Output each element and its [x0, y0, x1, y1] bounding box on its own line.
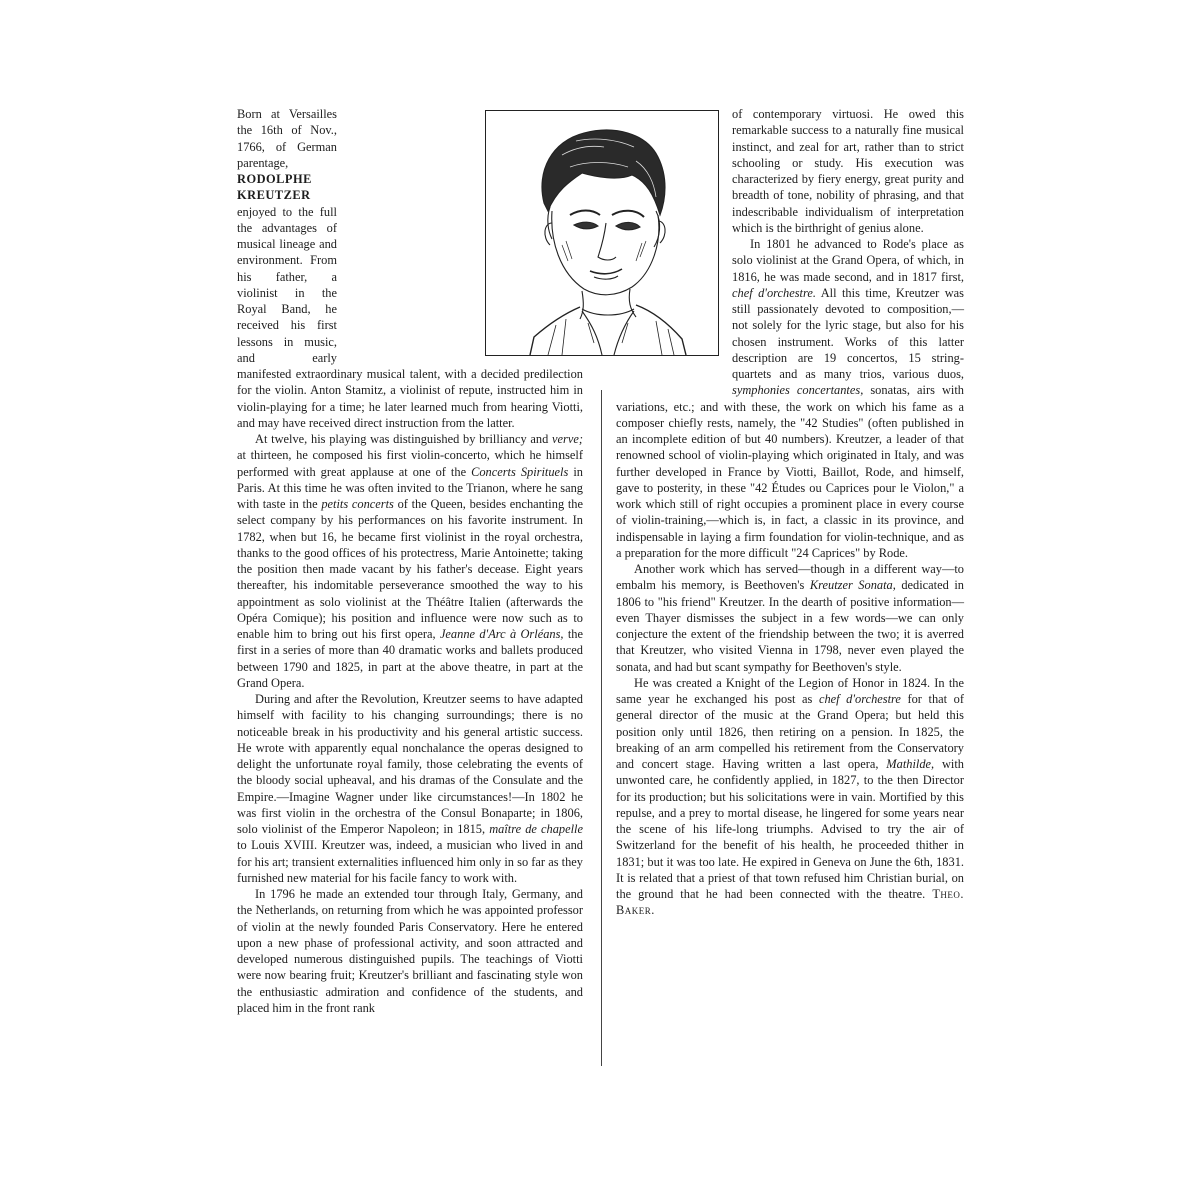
text-run: in Paris. At this time he was often invited to the Trianon, where he sang with taste in the	[237, 464, 583, 511]
right-column	[616, 106, 964, 919]
paragraph-youth	[237, 431, 583, 691]
text-run: In 1801 he advanced to Rode's place as solo violinist at the Grand Opera, of which, in 1816, he was made second, and in 1817 first,	[732, 237, 964, 284]
left-column	[237, 106, 583, 1016]
text-run: with unwonted care, he confidently applied, in 1827, to the then Director for its production; but his solicitations were in vain. Mortified by this repulse, and a prey to mortal disease, he lingered for some years near the scene of his life-long triumphs. Advised to try the air of Switzerland for the benefit of his health, he proceeded thither in 1831; but it was too late. He expired in Geneva on June the 6th, 1831. It is related that a priest of that town refused him Christian burial, on the ground that he had been connected with the theatre.	[616, 757, 964, 901]
text-run: of contemporary virtuosi. He owed this remarkable success to a naturally fine musical instinct, and zeal for art, rather than to strict schooling or study. His execution was characterized by fiery energy, great purity and breadth of tone, nobility of phrasing, and that indescribable individualism of interpretation which is the birthright of genius alone.	[732, 107, 964, 235]
italic-title: Jeanne d'Arc à Orléans,	[439, 627, 564, 641]
column-rule	[601, 390, 602, 1066]
text-run: He was created a Knight of the Legion of Honor in 1824. In the same year he exchanged his post as	[616, 675, 964, 706]
subject-name: RODOLPHE KREUTZER	[237, 172, 312, 203]
italic-term: symphonies concertantes,	[732, 383, 864, 398]
text-run: at thirteen, he composed his first violin-concerto, which he himself performed with great applause at one of the	[237, 448, 583, 479]
portrait-spacer	[337, 106, 583, 364]
italic-title: Kreutzer Sonata,	[809, 578, 896, 593]
italic-title: Mathilde,	[886, 757, 935, 771]
text-run: In 1796 he made an extended tour through Italy, Germany, and the Netherlands, on returning from which he was appointed professor of violin at the newly founded Paris Conservatory. Here he entered upon a new phase of professional activity, and soon attracted and developed numerous distinguished pupils. The teachings of Viotti were now bearing fruit; Kreutzer's brilliant and fascinating style won the enthusiastic admiration and confidence of the students, and placed him in the front rank	[237, 887, 583, 1015]
italic-term: chef d'orchestre.	[732, 285, 816, 300]
text-run: Another work which has served—though in a different way—to embalm his memory, is Beethoven's	[616, 562, 964, 593]
paragraph-final	[616, 675, 964, 919]
text-run: dedicated in 1806 to "his friend" Kreutzer. In the dearth of positive information—even Thayer dismisses the subject in a few words—we can only conjecture the extent of the friendship between the two; it is averred that Kreutzer, who visited Vienna in 1798, never even played the sonata, and had but scant sympathy for Beethoven's style.	[616, 578, 964, 674]
paragraph-beethoven	[616, 561, 964, 675]
text-run: of the Queen, besides enchanting the select company by his performances on his favorite instrument. In 1782, when but 16, he became first violinist in the royal orchestra, thanks to the good offices of his protectress, Marie Antoinette; taking the position then made vacant by his father's decease. Eight years thereafter, his indomitable perseverance smoothed the way to his appointment as solo violinist at the Théâtre Italien (afterwards the Opéra Comique); his position and influence were now such as to enable him to bring out his first opera,	[237, 497, 583, 641]
italic-term: maître de chapelle	[489, 822, 584, 836]
paragraph-revolution	[237, 691, 583, 886]
italic-term: verve;	[552, 432, 583, 446]
italic-term: petits concerts	[321, 497, 394, 511]
text-run: to Louis XVIII. Kreutzer was, indeed, a musician who lived in and for his art; transient externalities influenced him only in so far as they furnished new material for his facile fancy to work with.	[237, 838, 583, 885]
text-run: At twelve, his playing was distinguished by brilliancy and	[255, 432, 553, 446]
text-run: for that of general director of the music at the Grand Opera; but held this position only until 1826, then retiring on a pension. In 1825, the breaking of an arm compelled his retirement from the Conservatory and concert stage. Having written a last opera,	[616, 692, 964, 771]
paragraph-tour	[237, 886, 583, 1016]
text-run: All this time, Kreutzer was still passionately devoted to composition,—not solely for the lyric stage, but also for his chosen instrument. Works of this latter description are 19 concertos, 15 string-quartets and as many trios, various duos,	[732, 285, 964, 381]
author-signature: Theo. Baker.	[616, 887, 964, 918]
text-run: the first in a series of more than 40 dramatic works and ballets produced between 1790 and 1825, in part at the above theatre, in part at the Grand Opera.	[237, 627, 583, 690]
text-run: During and after the Revolution, Kreutzer seems to have adapted himself with facility to his changing surroundings; there is no noticeable break in his productivity and his general artistic success. He wrote with apparently equal nonchalance the operas designed to delight the unfortunate royal family, those celebrating the events of the bloody social upheaval, and his dramas of the Consulate and the Empire.—Imagine Wagner under like circumstances!—In 1802 he was first violin in the orchestra of the Consul Bonaparte; in 1806, solo violinist of the Emperor Napoleon; in 1815,	[237, 692, 583, 836]
text-run: enjoyed to the full the advantages of musical lineage and environment. From his father, a violinist in the Royal Band, he received his first lessons in music, and early manifested extraordinary musical talent, with a decided predilection for the violin. Anton Stamitz, a violinist of repute, instructed him in violin-playing for a time; he later learned much from hearing Viotti, and may have received direct instruction from the latter.	[237, 204, 583, 430]
text-run: Born at Versailles the 16th of Nov., 1766, of German parentage,	[237, 107, 337, 170]
text-run: sonatas, airs with variations, etc.; and with these, the work on which his fame as a composer chiefly rests, namely, the "42 Studies" (often published in an incomplete edition of but 40 numbers). Kreutzer, a leader of that renowned school of violin-playing which originated in Italy, and was further developed in France by Viotti, Baillot, Rode, and himself, gave to posterity, in these "42 Études ou Caprices pour le Violon," a work which still of right occupies a prominent place in every course of violin-training,—which is, in fact, a classic in its province, and indispensable in laying a firm foundation for violin-technique, and as a preparation for the more difficult "24 Caprices" by Rode.	[616, 383, 964, 560]
italic-term: chef d'orchestre	[818, 692, 901, 706]
portrait-spacer	[616, 106, 732, 390]
italic-term: Concerts Spirituels	[471, 464, 569, 479]
